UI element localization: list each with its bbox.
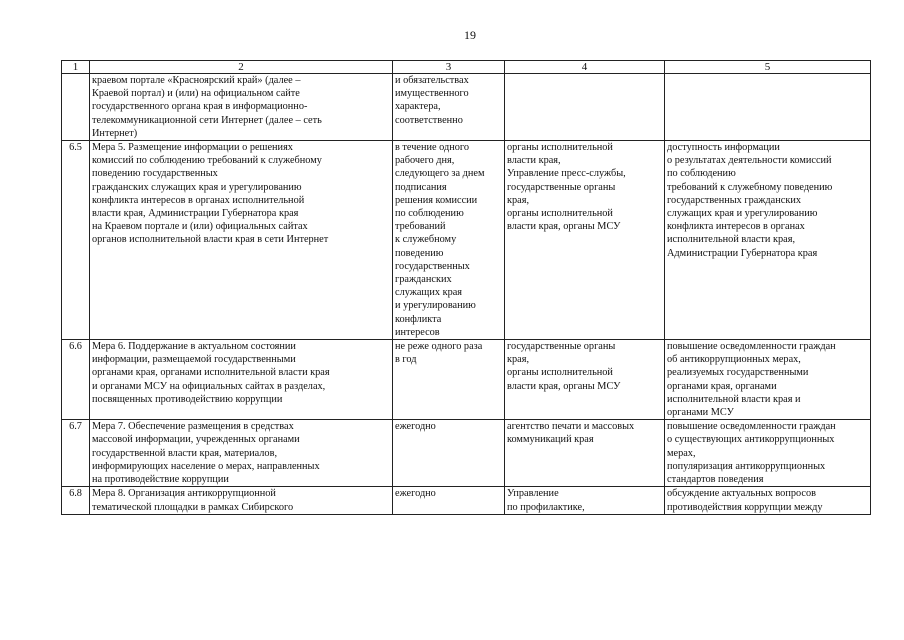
cell-text-line: о существующих антикоррупционных xyxy=(667,434,835,446)
cell-text-line: на Краевом портале и (или) официальных сайтах xyxy=(92,221,308,233)
row-number-cell: 6.7 xyxy=(62,420,90,487)
cell-text-line: телекоммуникационной сети Интернет (далее – сеть xyxy=(92,114,322,126)
table-cell-col4 xyxy=(505,420,665,487)
cell-text-line: соответственно xyxy=(395,114,463,126)
header-col-5: 5 xyxy=(665,61,871,74)
cell-text-line: посвященных противодействию коррупции xyxy=(92,393,283,405)
header-col-4: 4 xyxy=(505,61,665,74)
cell-text-line: на противодействие коррупции xyxy=(92,474,229,486)
table-cell-col5 xyxy=(665,487,871,514)
row-number-cell: 6.5 xyxy=(62,141,90,340)
cell-text-line: Мера 7. Обеспечение размещения в средствах xyxy=(92,421,294,433)
table-row xyxy=(62,340,871,420)
cell-text-line: и обязательствах xyxy=(395,75,469,86)
page-number: 19 xyxy=(464,28,476,42)
cell-text-line: доступность информации xyxy=(667,142,780,154)
table-cell-col5 xyxy=(665,74,871,141)
cell-text-line: требований xyxy=(395,221,446,233)
cell-text-line: органами края, органами исполнительной власти края xyxy=(92,367,330,379)
table-row xyxy=(62,74,871,141)
cell-text-line: в течение одного xyxy=(395,142,470,154)
cell-text-line: государственной власти края, материалов, xyxy=(92,447,278,459)
cell-text-line: Администрации Губернатора края xyxy=(667,247,818,259)
cell-text-line: имущественного xyxy=(395,88,469,100)
cell-text-line: повышение осведомленности граждан xyxy=(667,421,836,433)
cell-text-line: повышение осведомленности граждан xyxy=(667,341,836,353)
table-cell-col4 xyxy=(505,340,665,420)
cell-text-line: о результатах деятельности комиссий xyxy=(667,155,832,167)
cell-text-line: стандартов поведения xyxy=(667,474,764,486)
cell-text-line: органов исполнительной власти края в сети Интернет xyxy=(92,234,329,246)
cell-text-line: конфликта xyxy=(395,313,442,325)
cell-text-line: органы исполнительной xyxy=(507,367,613,379)
cell-text-line: гражданских служащих края и урегулированию xyxy=(92,181,302,193)
cell-text-line: власти края, органы МСУ xyxy=(507,221,621,233)
cell-text-line: конфликта интересов в органах исполнительной xyxy=(92,194,305,206)
table-cell-col3 xyxy=(393,74,505,141)
table-cell-col2 xyxy=(90,340,393,420)
table-row xyxy=(62,487,871,514)
cell-text-line: гражданских xyxy=(395,274,452,286)
cell-text-line: органы исполнительной xyxy=(507,208,613,220)
cell-text-line: государственных xyxy=(395,260,470,272)
table-cell-col3 xyxy=(393,141,505,340)
cell-text-line: ежегодно xyxy=(395,488,436,500)
cell-text-line: мерах, xyxy=(667,447,696,459)
cell-text-line: не реже одного раза xyxy=(395,341,483,353)
cell-text-line: по соблюдению xyxy=(667,168,736,180)
measures-table xyxy=(61,60,871,515)
cell-text-line: требований к служебному поведению xyxy=(667,181,833,193)
row-number-cell: 6.8 xyxy=(62,487,90,514)
table-cell-col2 xyxy=(90,74,393,141)
cell-text-line: коммуникаций края xyxy=(507,434,594,446)
table-cell-col3 xyxy=(393,340,505,420)
row-number-cell xyxy=(62,74,90,141)
cell-text-line: массовой информации, учрежденных органами xyxy=(92,434,300,446)
table-cell-col3 xyxy=(393,487,505,514)
cell-text-line: информации, размещаемой государственными xyxy=(92,354,296,366)
cell-text-line: подписания xyxy=(395,181,447,193)
table-cell-col5 xyxy=(665,340,871,420)
table-cell-col4 xyxy=(505,487,665,514)
cell-text-line: краевом портале «Красноярский край» (далее – xyxy=(92,75,301,86)
cell-text-line: решения комиссии xyxy=(395,194,478,206)
cell-text-line: популяризация антикоррупционных xyxy=(667,460,826,472)
cell-text-line: власти края, xyxy=(507,155,561,167)
cell-text-line: тематической площадки в рамках Сибирского xyxy=(92,501,294,513)
table-cell-col3 xyxy=(393,420,505,487)
cell-text-line: Мера 5. Размещение информации о решениях xyxy=(92,142,293,154)
table-cell-col2 xyxy=(90,420,393,487)
cell-text-line: государственного органа края в информационно- xyxy=(92,101,308,113)
cell-text-line: Управление пресс-службы, xyxy=(507,168,626,180)
cell-text-line: конфликта интересов в органах xyxy=(667,221,805,233)
cell-text-line: по соблюдению xyxy=(395,208,464,220)
table-cell-col5 xyxy=(665,420,871,487)
cell-text-line: служащих края и урегулированию xyxy=(667,208,818,220)
table-cell-col2 xyxy=(90,487,393,514)
cell-text-line: поведению государственных xyxy=(92,168,218,180)
cell-text-line: характера, xyxy=(395,101,441,113)
cell-text-line: государственные органы xyxy=(507,181,616,193)
cell-text-line: Мера 6. Поддержание в актуальном состоянии xyxy=(92,341,296,353)
row-number-cell: 6.6 xyxy=(62,340,90,420)
cell-text-line: органами МСУ xyxy=(667,407,734,419)
cell-text-line: и органами МСУ на официальных сайтах в разделах, xyxy=(92,380,326,392)
table-row xyxy=(62,141,871,340)
cell-text-line: в год xyxy=(395,354,417,366)
table-cell-col4 xyxy=(505,141,665,340)
table-row xyxy=(62,420,871,487)
cell-text-line: агентство печати и массовых xyxy=(507,421,635,433)
cell-text-line: комиссий по соблюдению требований к служебному xyxy=(92,155,322,167)
cell-text-line: края, xyxy=(507,354,530,366)
cell-text-line: по профилактике, xyxy=(507,501,585,513)
cell-text-line: Интернет) xyxy=(92,127,138,139)
cell-text-line: исполнительной власти края, xyxy=(667,234,796,246)
cell-text-line: и урегулированию xyxy=(395,300,476,312)
cell-text-line: Краевой портал) и (или) на официальном сайте xyxy=(92,88,300,100)
cell-text-line: власти края, Администрации Губернатора края xyxy=(92,208,299,220)
cell-text-line: к служебному xyxy=(395,234,457,246)
cell-text-line: исполнительной власти края и xyxy=(667,393,801,405)
table-header-row xyxy=(62,61,871,74)
table-cell-col2 xyxy=(90,141,393,340)
cell-text-line: органами края, органами xyxy=(667,380,777,392)
cell-text-line: противодействия коррупции между xyxy=(667,501,823,513)
cell-text-line: власти края, органы МСУ xyxy=(507,380,621,392)
cell-text-line: государственных гражданских xyxy=(667,194,801,206)
cell-text-line: рабочего дня, xyxy=(395,155,455,167)
cell-text-line: следующего за днем xyxy=(395,168,485,180)
cell-text-line: ежегодно xyxy=(395,421,436,433)
cell-text-line: края, xyxy=(507,194,530,206)
table-body xyxy=(62,74,871,515)
table-cell-col4 xyxy=(505,74,665,141)
cell-text-line: Управление xyxy=(507,488,559,500)
cell-text-line: государственные органы xyxy=(507,341,616,353)
cell-text-line: органы исполнительной xyxy=(507,142,613,154)
table-cell-col5 xyxy=(665,141,871,340)
cell-text-line: информирующих население о мерах, направленных xyxy=(92,460,320,472)
cell-text-line: обсуждение актуальных вопросов xyxy=(667,488,816,500)
cell-text-line: об антикоррупционных мерах, xyxy=(667,354,801,366)
cell-text-line: Мера 8. Организация антикоррупционной xyxy=(92,488,276,500)
header-col-1: 1 xyxy=(62,61,90,74)
header-col-3: 3 xyxy=(393,61,505,74)
header-col-2: 2 xyxy=(90,61,393,74)
cell-text-line: интересов xyxy=(395,326,440,338)
cell-text-line: служащих края xyxy=(395,287,463,299)
cell-text-line: поведению xyxy=(395,247,444,259)
cell-text-line: реализуемых государственными xyxy=(667,367,809,379)
